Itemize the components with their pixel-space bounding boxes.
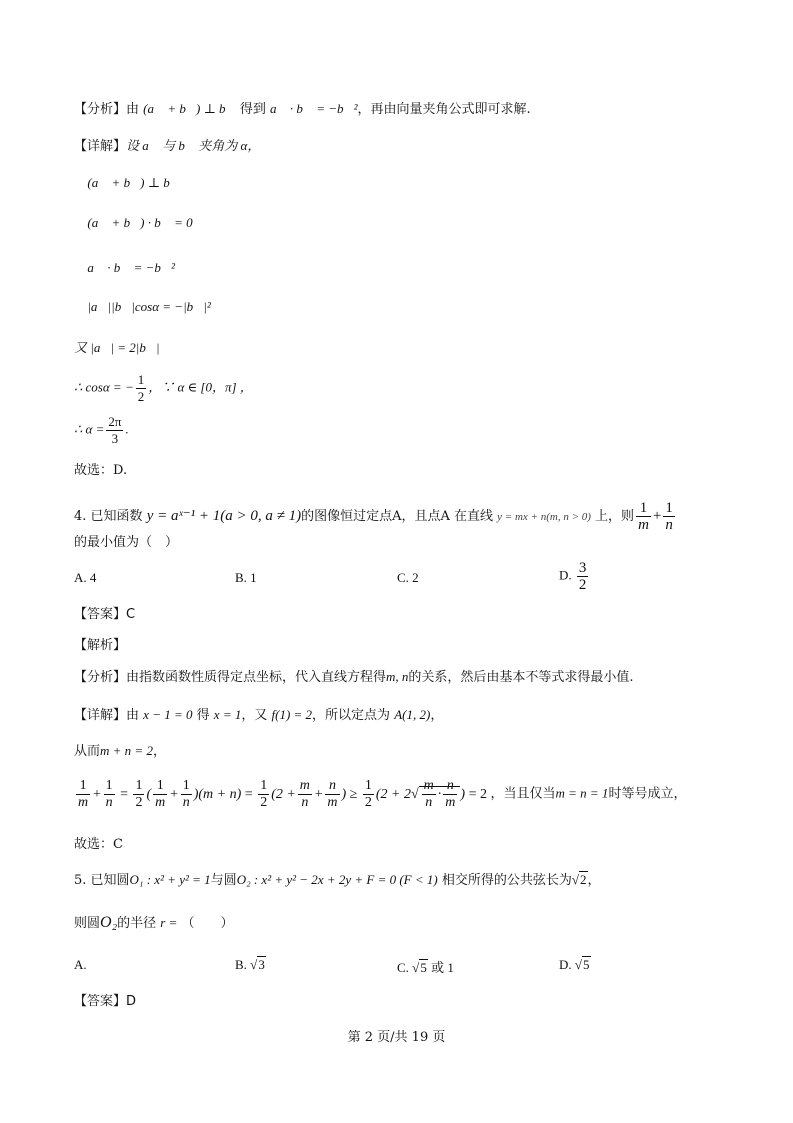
q3-step-7 xyxy=(74,414,753,447)
step-text: ∴ cosα = − xyxy=(74,379,134,395)
option-letter: A. xyxy=(74,957,87,972)
step-text: ，∵ α ∈ [0，π] ， xyxy=(148,379,253,395)
from-text: 从而 xyxy=(74,744,101,759)
math-chord: 2 xyxy=(580,872,587,887)
q5-stem: 5. 已知圆O₁ : x² + y² = 1与圆O₂ : x² + y² − 2x + 2y + F = 0 (F < 1) 相交所得的公共弦长为√2， xyxy=(74,872,601,888)
q3-step-6 xyxy=(74,372,753,405)
math-point: A(1, 2) xyxy=(394,707,431,722)
step-text: . xyxy=(125,421,129,437)
q4-from xyxy=(74,742,753,761)
analysis-text: 由指数函数性质得定点坐标，代入直线方程得 xyxy=(126,670,387,685)
option-value: 2 xyxy=(412,570,419,585)
q5-option-b: B. √3 xyxy=(235,957,265,972)
option-letter: D. xyxy=(559,567,572,583)
math-eq: m + n = 2 xyxy=(100,743,153,758)
q3-analysis-line xyxy=(74,100,753,119)
fraction-num: 3 xyxy=(578,560,587,576)
analysis-text: ，再由向量夹角公式即可求解. xyxy=(357,102,531,117)
stem-text: 的半径 xyxy=(117,916,157,931)
plus-sign: + xyxy=(652,508,662,524)
inequality-expression: $\frac{1}{m}$ + $\frac{1}{n}$ = $\frac{1}{2}$ ( $\frac{1}{m}$ + $\frac{1}{n}$ )(m + n) = $\frac{1}{2}$ (2 + $\frac{m}{n}$ + $\frac{n}{m}$ ) ≥ $\frac{1}{2}$ (2 + 2√ $\frac{m}{n}$ · $\frac{n}{m}$ ) = 2 xyxy=(78,778,487,810)
stem-text: 则圆 xyxy=(74,916,101,931)
analysis-text: 得到 xyxy=(239,102,266,117)
q4-option-d xyxy=(559,560,590,593)
q3-step-5: 又 |a⃗| = 2|b⃗| ， xyxy=(74,340,173,355)
fraction-num: 1 xyxy=(137,372,145,387)
stem-text: （ ） xyxy=(181,916,234,931)
q5-option-a xyxy=(74,957,87,973)
fraction xyxy=(136,372,147,405)
math-condition: (a⃗ + b⃗) ⊥ b⃗ xyxy=(143,101,236,116)
fraction-den: 2 xyxy=(578,577,587,593)
analysis-label: 【分析】 xyxy=(74,102,127,117)
q4-analysis xyxy=(74,668,753,687)
q3-step-2: ∴ (a⃗ + b⃗) · b⃗ = 0 ， xyxy=(74,215,207,230)
q4-inequality xyxy=(74,778,753,811)
q4-option-c xyxy=(397,570,419,586)
q5-option-c: C. √5 或 1 xyxy=(397,960,454,975)
stem-text: 的图像恒过定点A，且点A 在直线 xyxy=(301,509,494,524)
detail-text: ，所以定点为 xyxy=(312,708,391,723)
q4-choice: 故选：C xyxy=(74,837,123,852)
detail-text: ，又 xyxy=(241,708,268,723)
q4-stem-cont: 的最小值为（ ） xyxy=(74,535,179,550)
fraction-den: 2 xyxy=(137,389,145,404)
page-footer: 第 2 页/共 19 页 xyxy=(347,1030,446,1045)
q5-stem-cont xyxy=(74,914,753,933)
fraction-num: 1 xyxy=(665,500,673,516)
fraction xyxy=(577,560,589,593)
q4-stem xyxy=(74,500,753,533)
fraction-den: n xyxy=(665,517,673,533)
option-value: 5 xyxy=(420,960,427,975)
math-vars: m, n xyxy=(386,669,409,684)
stem-text: 上，则 xyxy=(595,509,635,524)
from-text: ， xyxy=(152,744,166,759)
math-line: y = mx + n(m, n > 0) xyxy=(497,511,591,523)
math-circle1: O₁ : x² + y² = 1 xyxy=(129,872,211,887)
fraction-den: m xyxy=(638,517,649,533)
fraction xyxy=(636,500,651,533)
fraction-den: 3 xyxy=(111,431,119,446)
option-value: 1 xyxy=(250,570,257,585)
stem-text: 4. 已知函数 xyxy=(74,509,143,524)
analysis-text: 的关系，然后由基本不等式求得最小值. xyxy=(408,670,634,685)
math-eq: x − 1 = 0 xyxy=(143,707,193,722)
detail-label: 【详解】 xyxy=(74,708,127,723)
detail-text: 得 xyxy=(196,708,210,723)
q3-step-4: ∴ |a⃗||b⃗|cosα = −|b⃗|² ， xyxy=(74,299,225,314)
option-letter: C. xyxy=(397,570,409,585)
q3-detail-line xyxy=(74,137,753,156)
q4-option-b xyxy=(235,570,257,586)
math-eq: f(1) = 2 xyxy=(271,707,313,722)
math-condition: m = n = 1 xyxy=(555,785,609,801)
fraction xyxy=(106,414,123,447)
q3-step-1: ∵ (a⃗ + b⃗) ⊥ b⃗ ， xyxy=(74,175,194,190)
option-letter: B. xyxy=(235,957,247,972)
q5-option-d: D. √5 xyxy=(559,957,590,972)
q5-answer: 【答案】D xyxy=(74,994,137,1009)
option-value: 5 xyxy=(583,957,590,972)
detail-label: 【详解】 xyxy=(74,139,127,154)
option-letter: C. xyxy=(397,960,409,975)
q4-answer: 【答案】C xyxy=(74,607,136,622)
stem-text: 与圆 xyxy=(210,873,237,888)
step-text: ∴ α = xyxy=(74,421,105,437)
option-value: 3 xyxy=(258,957,265,972)
analysis-text: 由 xyxy=(126,102,140,117)
math-circle: O₂ xyxy=(100,914,118,931)
q4-option-a xyxy=(74,570,96,586)
option-letter: A. xyxy=(74,570,87,585)
fraction xyxy=(663,500,675,533)
math-eq: x = 1 xyxy=(213,707,242,722)
math-function: y = aˣ⁻¹ + 1(a > 0, a ≠ 1) xyxy=(146,508,302,524)
option-letter: D. xyxy=(559,957,572,972)
stem-text: 相交所得的公共弦长为 xyxy=(441,873,572,888)
stem-text: ， xyxy=(587,873,601,888)
detail-text: ， xyxy=(430,708,444,723)
ineq-text: ，当且仅当 xyxy=(490,786,556,802)
stem-text: 5. 已知圆 xyxy=(74,873,130,888)
math-equation: a⃗ · b⃗ = −b⃗² xyxy=(269,101,358,116)
q3-choice: 故选：D. xyxy=(74,463,128,478)
option-value: 4 xyxy=(89,570,97,585)
detail-text: 由 xyxy=(126,708,140,723)
ineq-text: 时等号成立， xyxy=(608,786,687,802)
math-circle2: O₂ : x² + y² − 2x + 2y + F = 0 (F < 1) xyxy=(236,872,438,887)
math-radius: r = xyxy=(160,915,178,930)
fraction-num: 2π xyxy=(108,414,122,429)
q3-step-3: ∴ a⃗ · b⃗ = −b⃗² ， xyxy=(74,260,189,275)
analysis-label: 【分析】 xyxy=(74,670,127,685)
option-letter: B. xyxy=(235,570,247,585)
q4-parse: 【解析】 xyxy=(74,638,127,653)
q4-detail xyxy=(74,706,753,725)
detail-text: 设 a⃗ 与 b⃗ 夹角为 α， xyxy=(126,138,261,153)
option-suffix: 或 1 xyxy=(431,960,454,975)
fraction-num: 1 xyxy=(636,500,651,517)
